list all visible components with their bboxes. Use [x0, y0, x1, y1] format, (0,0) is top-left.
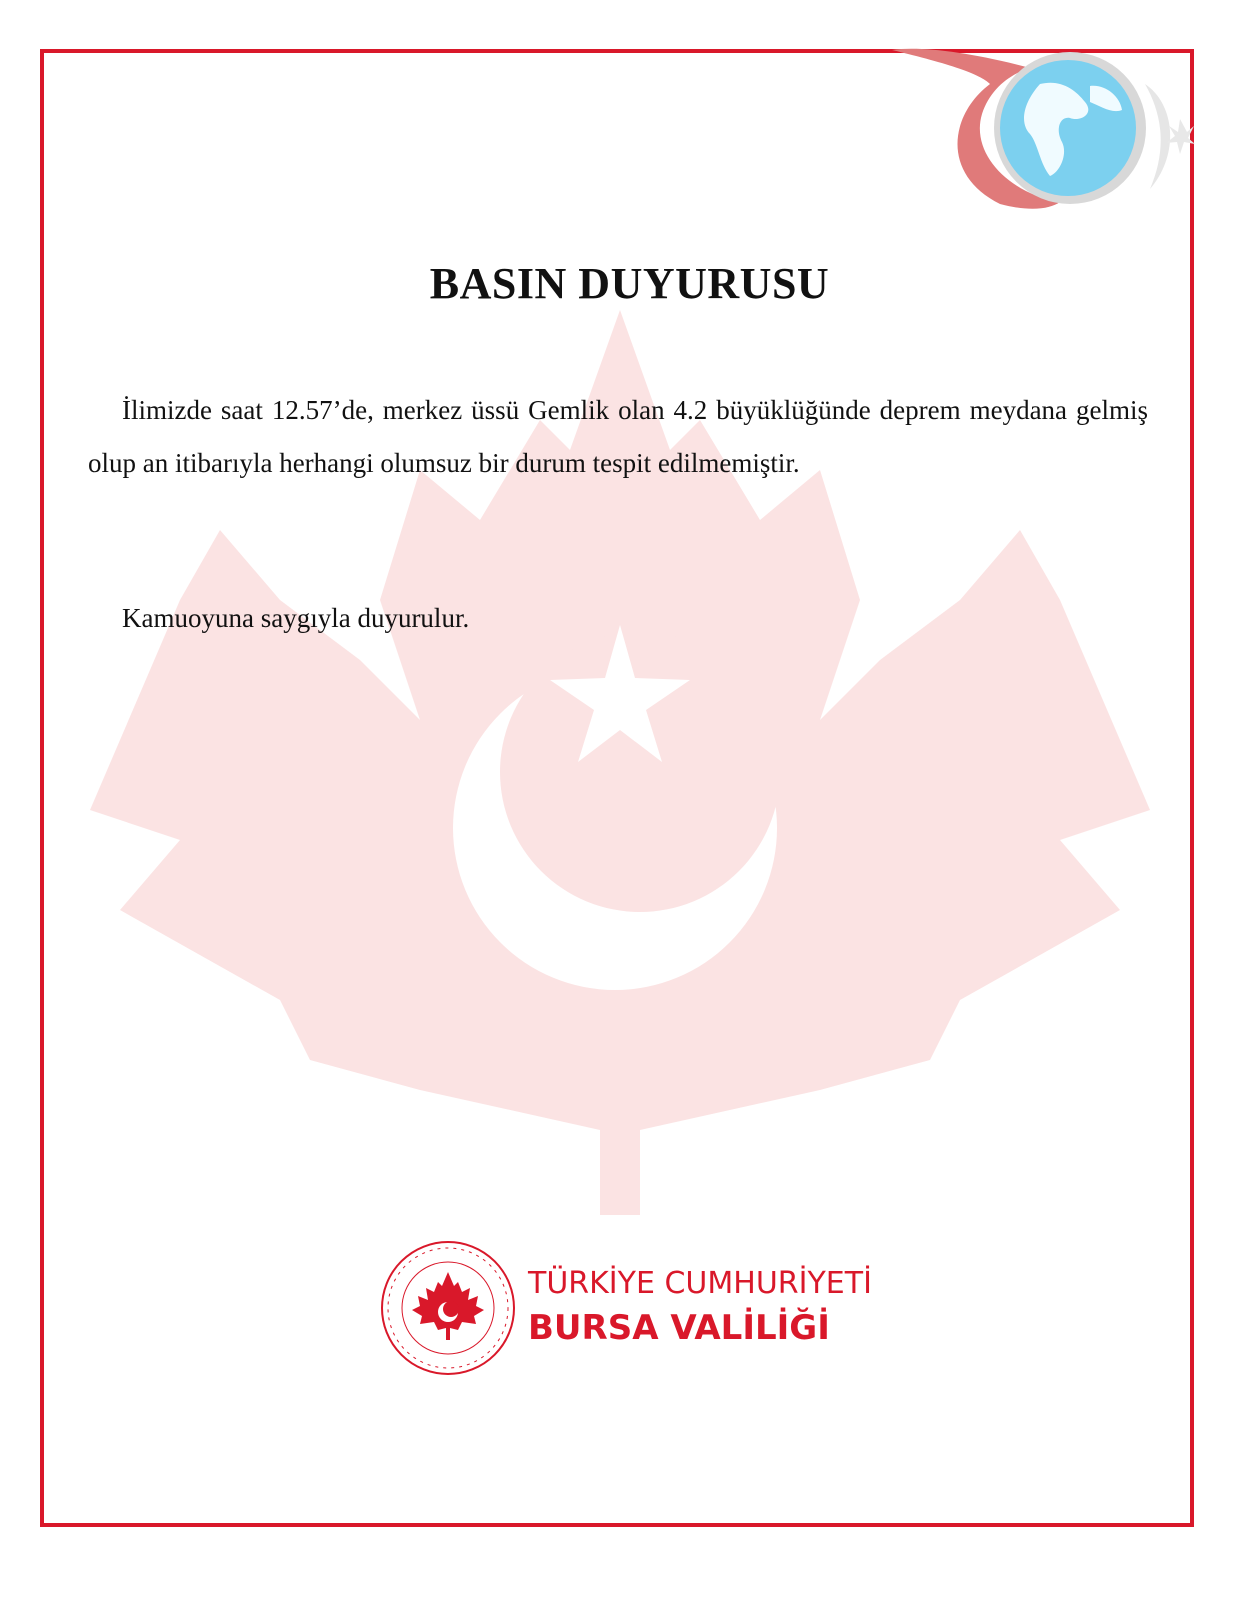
page-title: BASIN DUYURUSU [429, 259, 830, 308]
governorship-emblem-icon [378, 1238, 518, 1378]
brand-line-republic: TÜRKİYE CUMHURİYETİ [528, 1266, 872, 1301]
globe-logo-icon [890, 44, 1195, 214]
brand-line-governorship: BURSA VALİLİĞİ [528, 1308, 830, 1348]
announcement-paragraph: İlimizde saat 12.57’de, merkez üssü Gemlik olan 4.2 büyüklüğünde deprem meydana gelmiş olup an itibarıyla herhangi olumsuz bir durum tespit edilmemiştir. [88, 395, 1148, 478]
closing-paragraph: Kamuoyuna saygıyla duyurulur. [122, 603, 470, 633]
